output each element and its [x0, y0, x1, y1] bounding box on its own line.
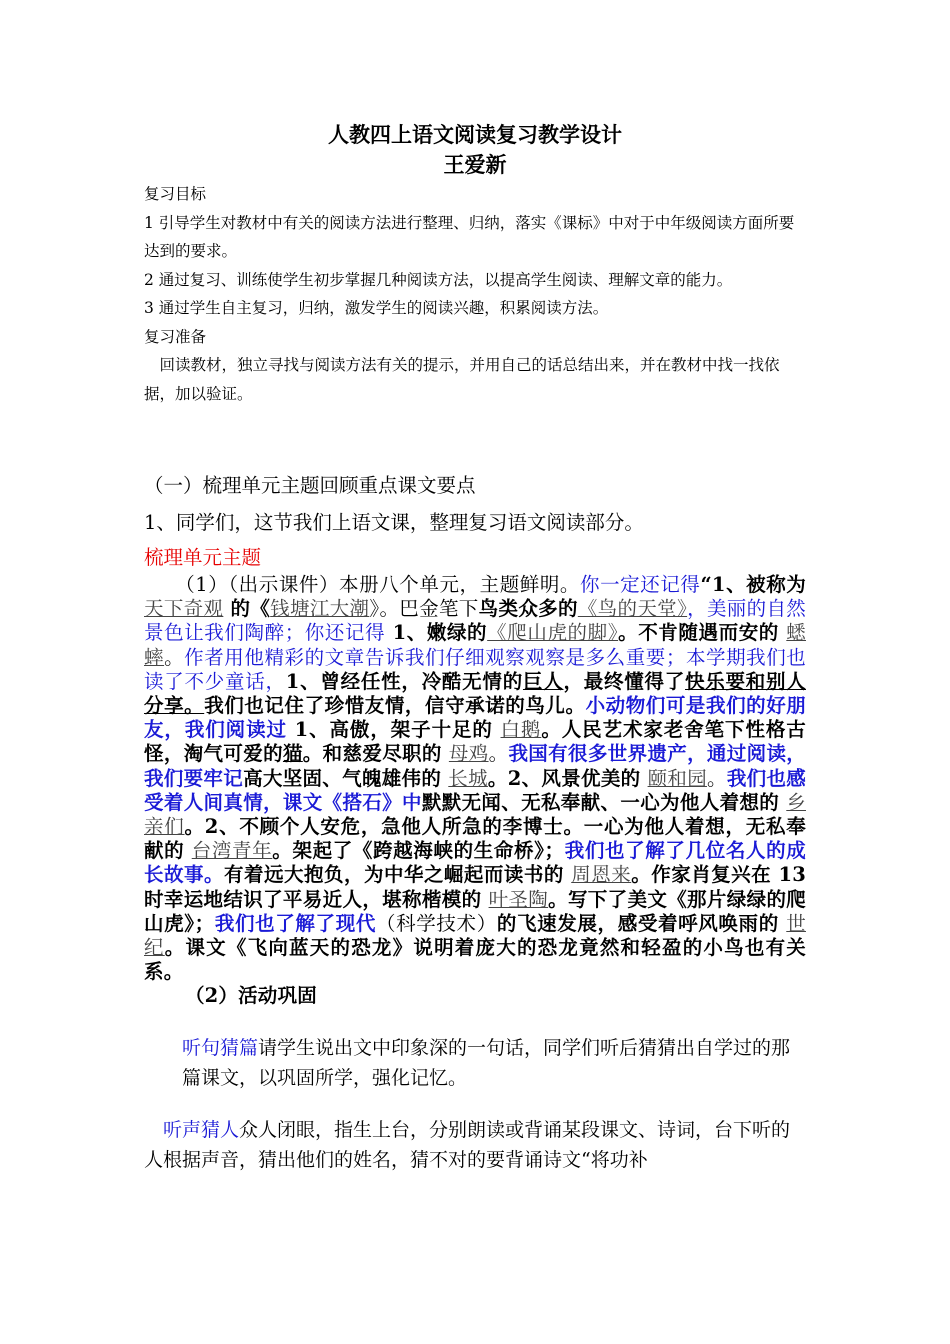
blank-answer: 母鸡: [448, 742, 489, 766]
blank-answer: 蟋蟀: [144, 621, 806, 669]
theme-paragraph: [144, 573, 806, 984]
blank-answer: 世纪: [144, 911, 806, 960]
blank-answer: 叶圣陶: [488, 887, 549, 911]
text-run: 。不肯随遇而安的: [618, 621, 787, 645]
blank-answer: 《爬山虎的脚》: [487, 621, 619, 645]
text-run: 作者用他精彩的文章告诉我们仔细观察观察是多么重要；本学期我们也读了不少童话，: [144, 645, 807, 693]
listen-voice-label: 听声猜人: [163, 1118, 240, 1141]
text-run: 鸟类众多的: [478, 597, 578, 621]
text-run: 小动物们可是我们的好朋友，我们阅读过: [144, 694, 806, 742]
text-run: 我国有很多世界遗产，通过阅读，我们要牢记: [144, 742, 807, 790]
blank-answer: 台湾青年: [191, 839, 273, 863]
prep-text: 回读教材，独立寻找与阅读方法有关的提示，并用自己的话总结出来，并在教材中找一找依据，加以验证。: [144, 356, 780, 403]
text-run: 我们也记住了珍惜友情，信守承诺的鸟儿。: [204, 694, 586, 718]
listen-sentence-paragraph: [144, 1033, 806, 1093]
blank-answer: 《鸟的天堂》: [577, 597, 688, 621]
listen-voice-paragraph: [144, 1115, 806, 1175]
text-run: 有着远大抱负，为中华之崛起而读书的: [223, 863, 572, 887]
intro-line: 1、同学们，这节我们上语文课，整理复习语文阅读部分。: [144, 511, 644, 534]
text-run: 》。巴金笔下: [369, 597, 479, 621]
blank-answer: 巨人: [522, 669, 564, 693]
text-run: 我们也了解了几位名人的成长故事。: [144, 839, 806, 887]
goals-heading: 复习目标: [144, 185, 207, 203]
blank-answer: 天下奇观: [144, 597, 224, 621]
section-heading: （一）梳理单元主题回顾重点课文要点: [144, 474, 476, 497]
text-run: 。2、不顾个人安危，急他人所急的李博士。一心为他人着想，无私奉献的: [144, 815, 806, 863]
text-run: 1、高傲，架子十足的: [286, 718, 501, 742]
text-run: 。: [707, 766, 727, 790]
text-run: 高大坚固、气魄雄伟的: [243, 766, 449, 790]
text-run: 默默无闻、无私奉献、一心为他人着想的: [421, 790, 787, 814]
goal-3: 3 通过学生自主复习，归纳，激发学生的阅读兴趣，积累阅读方法。: [144, 299, 609, 317]
text-run: ，最终懂得了: [563, 669, 686, 693]
blank-answer: 颐和园: [647, 766, 708, 790]
listen-sentence-text: 请学生说出文中印象深的一句话，同学们听后猜猜出自学过的那篇课文，以巩固所学，强化记忆。: [182, 1036, 791, 1089]
goal-2: 2 通过复习、训练使学生初步掌握几种阅读方法，以提高学生阅读、理解文章的能力。: [144, 270, 733, 289]
text-run: 我们也感受着人间真情，课文《搭石》中: [144, 766, 806, 814]
blank-answer: 快乐要和别人分享。: [144, 669, 806, 718]
text-run: 。: [488, 742, 509, 766]
theme-heading: 梳理单元主题: [144, 546, 262, 569]
doc-author: 王爱新: [443, 152, 507, 177]
document-page: [144, 120, 806, 1194]
text-run: 。架起了《跨越海峡的生命桥》；: [272, 839, 565, 863]
doc-title: 人教四上语文阅读复习教学设计: [328, 122, 622, 147]
text-run: 1、曾经任性，冷酷无情的: [285, 669, 523, 693]
listen-sentence-label: 听句猜篇: [182, 1036, 259, 1059]
blank-answer: 钱塘江大潮: [270, 597, 370, 621]
text-run: 。写下了美文《那片绿绿的爬山虎》；: [144, 887, 806, 935]
blank-answer: 长城: [448, 766, 488, 790]
text-run: ，美丽的自然景色让我们陶醉；你还记得: [144, 597, 806, 645]
text-run: 的《: [223, 597, 271, 621]
blank-answer: 白鹅: [500, 718, 542, 742]
text-run: 。作家肖复兴在 13 时幸运地结识了平易近人，堪称楷模的: [144, 863, 806, 911]
text-run: 。课文《飞向蓝天的恐龙》说明着庞大的恐龙竟然和轻盈的小鸟也有关系。: [144, 936, 807, 984]
text-run: （科学技术）: [375, 911, 497, 935]
text-run: 。2、风景优美的: [487, 766, 648, 790]
text-run: 。: [164, 645, 185, 669]
text-run: 。和慈爱尽职的: [302, 742, 449, 766]
activity-heading: （2）活动巩固: [184, 984, 317, 1008]
prep-heading: 复习准备: [144, 327, 207, 346]
text-run: 1、嫩绿的: [385, 621, 488, 645]
text-run: 。人民艺术家老舍笔下性格古怪，淘气可爱的: [144, 718, 807, 766]
blank-answer: 周恩来: [571, 863, 632, 887]
text-run: 我们也了解了现代: [214, 911, 376, 935]
blank-answer: 乡亲们: [144, 790, 806, 839]
blank-answer: 猫: [282, 742, 303, 766]
text-run: （1）（出示课件）本册八个单元，主题鲜明。: [175, 573, 581, 596]
text-run: 你一定还记得: [580, 573, 701, 596]
text-run: 的飞速发展，感受着呼风唤雨的: [496, 911, 787, 935]
goal-1: 1 引导学生对教材中有关的阅读方法进行整理、归纳，落实《课标》中对于中年级阅读方面所要达到的要求。: [144, 213, 795, 260]
listen-voice-text: 众人闭眼，指生上台，分别朗读或背诵某段课文、诗词，台下听的人根据声音，猜出他们的姓名，猜不对的要背诵诗文“将功补: [144, 1118, 791, 1171]
text-run: “1、被称为: [700, 573, 807, 596]
